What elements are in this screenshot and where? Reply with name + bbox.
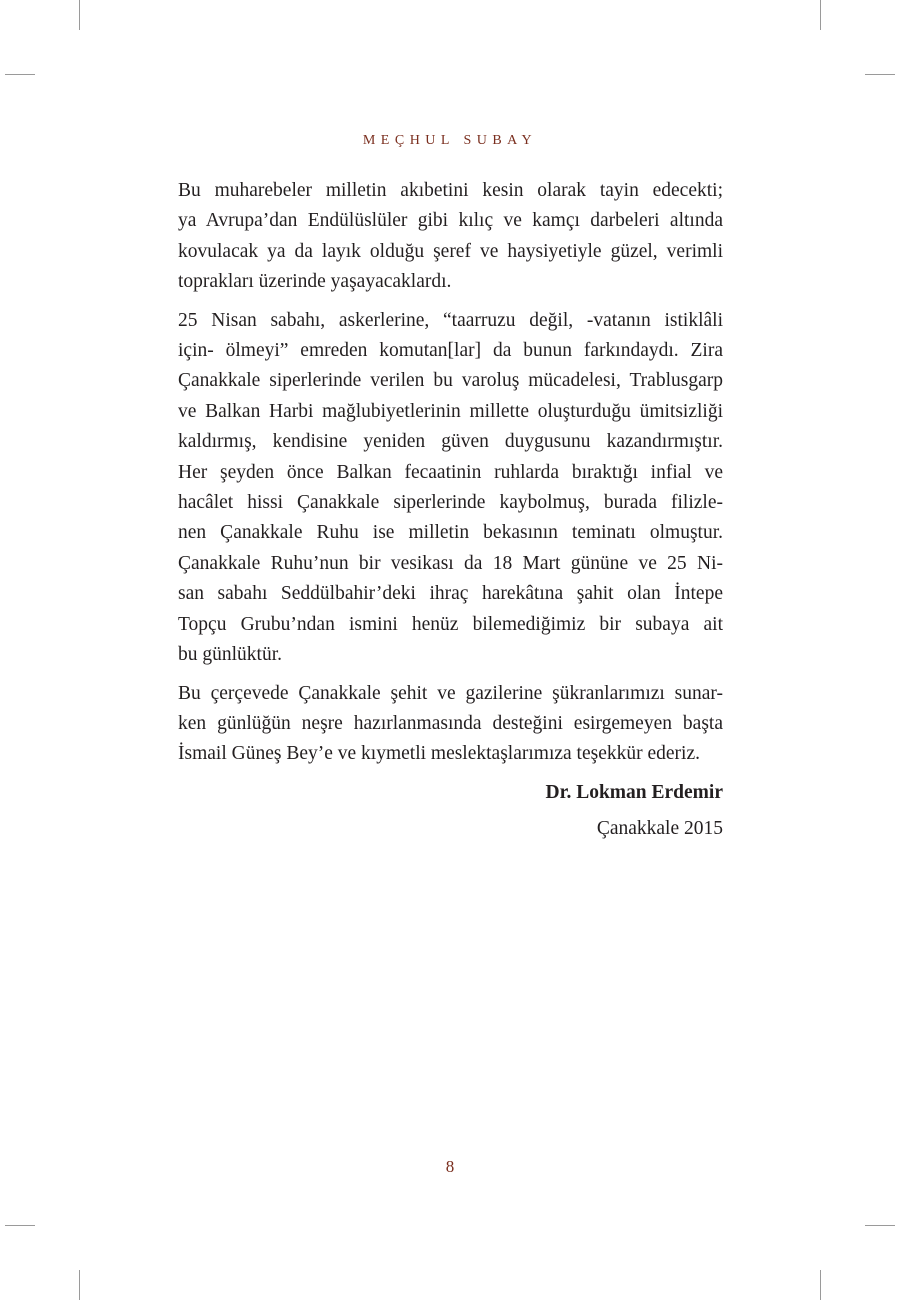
crop-mark-top-left bbox=[79, 0, 80, 30]
text-line: toprakları üzerinde yaşayacaklardı. bbox=[178, 271, 452, 293]
text-line: Çanakkale siperlerinde verilen bu varoluş mücadelesi, Trablusgarp bbox=[178, 370, 723, 392]
paragraph-1 bbox=[178, 176, 723, 298]
text-line: nen Çanakkale Ruhu ise milletin bekasının teminatı olmuştur. bbox=[178, 522, 723, 544]
place-date: Çanakkale 2015 bbox=[596, 818, 723, 840]
text-line: Çanakkale Ruhu’nun bir vesikası da 18 Mart gününe ve 25 Ni- bbox=[178, 552, 723, 574]
crop-mark-top-right bbox=[820, 0, 821, 30]
text-line: kaldırmış, kendisine yeniden güven duygusunu kazandırmıştır. bbox=[178, 431, 723, 453]
text-line: bu günlüktür. bbox=[178, 644, 283, 666]
text-line: İsmail Güneş Bey’e ve kıymetli meslektaşlarımıza teşekkür ederiz. bbox=[178, 743, 700, 765]
text-line: ve Balkan Harbi mağlubiyetlerinin millette oluşturduğu ümitsizliği bbox=[178, 400, 723, 422]
text-line: kovulacak ya da layık olduğu şeref ve haysiyetiyle güzel, verimli bbox=[178, 240, 723, 262]
text-line: için- ölmeyi” emreden komutan[lar] da bunun farkındaydı. Zira bbox=[178, 340, 723, 362]
text-line: 25 Nisan sabahı, askerlerine, “taarruzu değil, -vatanın istiklâli bbox=[178, 309, 723, 331]
crop-mark-right-top bbox=[865, 74, 895, 75]
text-line: Topçu Grubu’ndan ismini henüz bilemediğimiz bir subaya ait bbox=[178, 613, 723, 635]
crop-mark-left-top bbox=[5, 74, 35, 75]
crop-mark-left-bottom bbox=[5, 1225, 35, 1226]
text-line: Bu muharebeler milletin akıbetini kesin olarak tayin edecekti; bbox=[178, 180, 723, 201]
crop-mark-bottom-right bbox=[820, 1270, 821, 1300]
text-line: Her şeyden önce Balkan fecaatinin ruhlarda bıraktığı infial ve bbox=[178, 461, 723, 483]
text-line: san sabahı Seddülbahir’deki ihraç harekâtına şahit olan İntepe bbox=[178, 583, 723, 605]
text-line: hacâlet hissi Çanakkale siperlerinde kaybolmuş, burada filizle- bbox=[178, 492, 723, 514]
crop-mark-bottom-left bbox=[79, 1270, 80, 1300]
text-line: ken günlüğün neşre hazırlanmasında desteğini esirgemeyen başta bbox=[178, 712, 723, 734]
paragraph-2 bbox=[178, 306, 723, 671]
text-line: ya Avrupa’dan Endülüslüler gibi kılıç ve kamçı darbeleri altında bbox=[178, 210, 723, 232]
body-text bbox=[178, 176, 723, 845]
page-number: 8 bbox=[445, 1157, 455, 1176]
paragraph-3 bbox=[178, 679, 723, 770]
signature: Dr. Lokman Erdemir bbox=[545, 781, 723, 803]
text-line: Bu çerçevede Çanakkale şehit ve gazilerine şükranlarımızı sunar- bbox=[178, 682, 723, 704]
crop-mark-right-bottom bbox=[865, 1225, 895, 1226]
running-head: MEÇHUL SUBAY bbox=[362, 133, 538, 148]
